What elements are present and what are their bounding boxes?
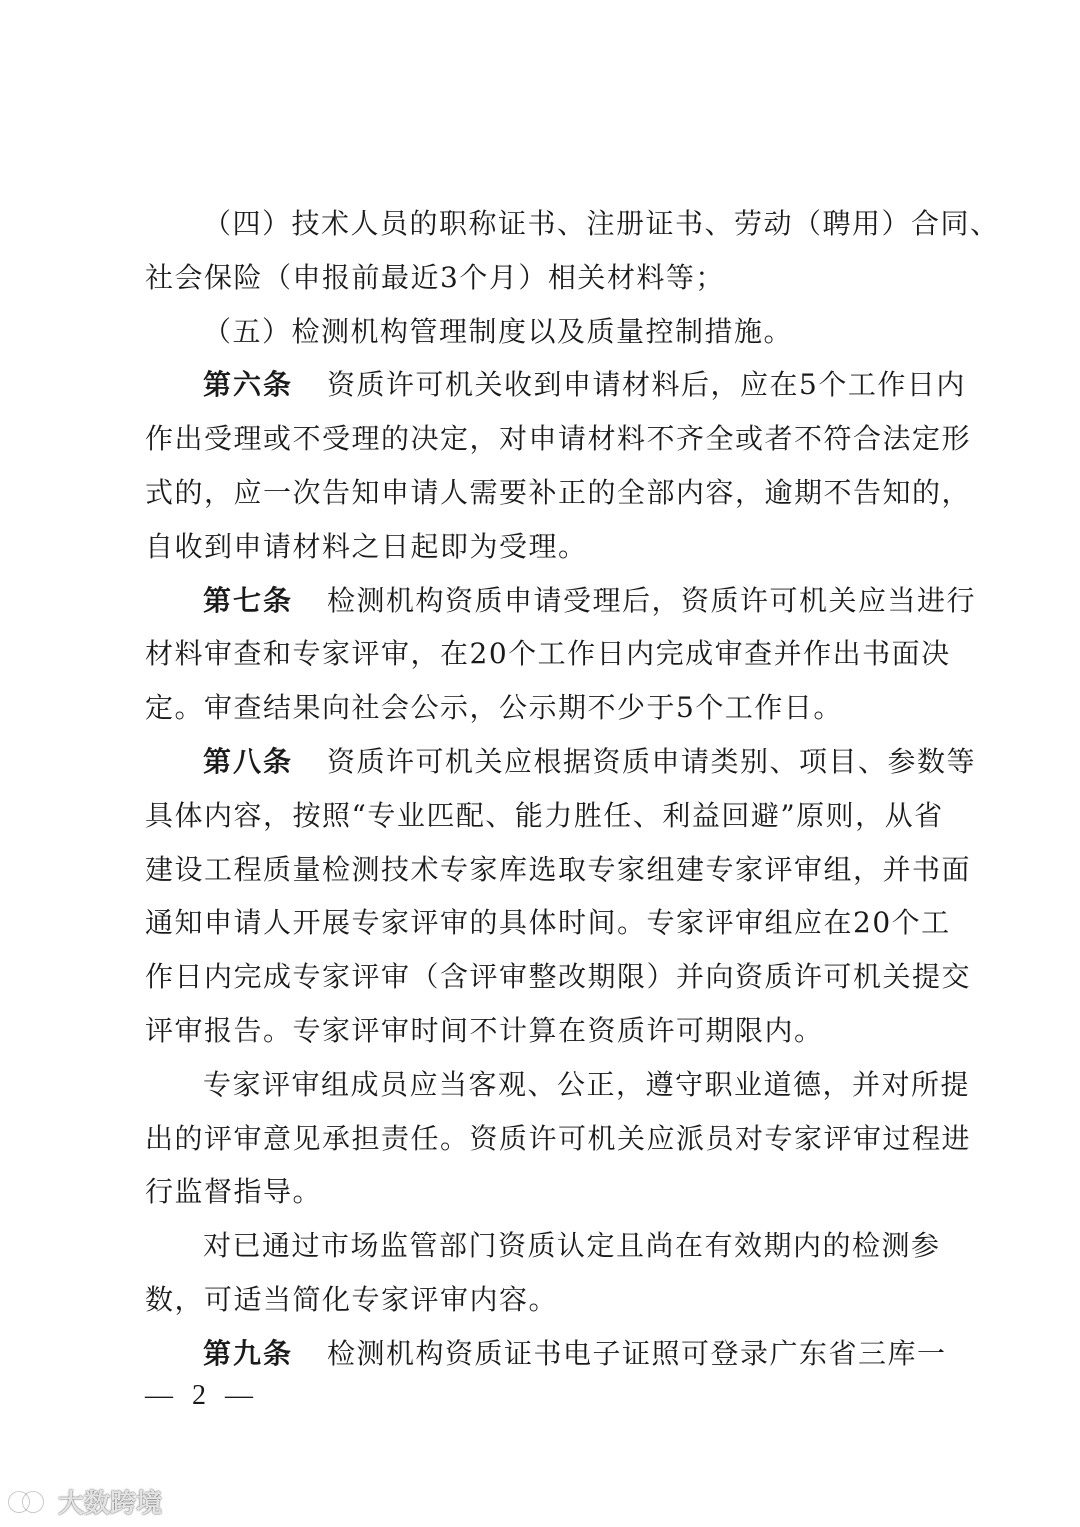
text-line xyxy=(145,520,945,574)
line-text: 数，可适当简化专家评审内容。 xyxy=(145,1282,559,1316)
text-line xyxy=(145,681,945,735)
text-line xyxy=(145,305,945,359)
watermark xyxy=(6,1483,162,1520)
line-text: 出的评审意见承担责任。资质许可机关应派员对专家评审过程进 xyxy=(145,1121,972,1155)
line-text: 材料审查和专家评审，在20个工作日内完成审查并作出书面决 xyxy=(145,637,951,671)
text-line xyxy=(145,950,972,1004)
line-text: 检测机构资质证书电子证照可登录广东省三库一 xyxy=(327,1336,947,1370)
line-text: 作日内完成专家评审（含评审整改期限）并向资质许可机关提交 xyxy=(145,960,972,994)
text-line xyxy=(145,1058,971,1112)
text-line xyxy=(145,1219,945,1273)
line-text: 专家评审组成员应当客观、公正，遵守职业道德，并对所提 xyxy=(203,1067,971,1101)
article-heading: 第七条 xyxy=(203,583,294,617)
text-line xyxy=(145,1165,945,1219)
page-number: — 2 — xyxy=(145,1380,259,1411)
line-text: 通知申请人开展专家评审的具体时间。专家评审组应在20个工 xyxy=(145,906,951,940)
article-heading: 第九条 xyxy=(203,1336,294,1370)
line-text: 定。审查结果向社会公示，公示期不少于5个工作日。 xyxy=(145,691,843,725)
cloud-logo-icon xyxy=(6,1487,52,1517)
line-text: 作出受理或不受理的决定，对申请材料不齐全或者不符合法定形 xyxy=(145,422,972,456)
line-text: 建设工程质量检测技术专家库选取专家组建专家评审组，并书面 xyxy=(145,852,972,886)
line-text: （四）技术人员的职称证书、注册证书、劳动（聘用）合同、 xyxy=(203,207,1000,240)
line-text: 具体内容，按照“专业匹配、能力胜任、利益回避”原则，从省 xyxy=(145,798,944,832)
line-text: 式的，应一次告知申请人需要补正的全部内容，逾期不告知的， xyxy=(145,475,972,509)
text-line xyxy=(145,251,945,305)
text-line xyxy=(145,735,977,789)
line-text: 社会保险（申报前最近3个月）相关材料等； xyxy=(145,260,725,294)
text-line xyxy=(145,1004,945,1058)
line-text: 自收到申请材料之日起即为受理。 xyxy=(145,529,588,563)
text-line xyxy=(145,789,945,843)
line-text: 资质许可机关应根据资质申请类别、项目、参数等 xyxy=(327,744,977,778)
text-line xyxy=(145,896,951,950)
text-line xyxy=(145,1112,972,1166)
text-line xyxy=(145,843,972,897)
article-heading: 第八条 xyxy=(203,744,294,778)
line-text: 行监督指导。 xyxy=(145,1175,323,1209)
text-line xyxy=(145,1273,945,1327)
text-line xyxy=(145,412,972,466)
text-line xyxy=(145,466,972,520)
article-heading: 第六条 xyxy=(203,368,294,402)
line-text: 评审报告。专家评审时间不计算在资质许可期限内。 xyxy=(145,1013,824,1047)
text-line xyxy=(145,627,951,681)
text-line xyxy=(145,574,977,628)
text-line xyxy=(145,1327,945,1381)
text-line xyxy=(145,197,1000,251)
line-text: （五）检测机构管理制度以及质量控制措施。 xyxy=(203,314,794,348)
line-text: 对已通过市场监管部门资质认定且尚在有效期内的检测参 xyxy=(203,1229,941,1263)
document-body xyxy=(145,197,1000,1381)
text-line xyxy=(145,358,966,412)
watermark-text: 大数跨境 xyxy=(58,1489,163,1519)
line-text: 资质许可机关收到申请材料后，应在5个工作日内 xyxy=(327,368,966,402)
line-text: 检测机构资质申请受理后，资质许可机关应当进行 xyxy=(327,583,977,617)
